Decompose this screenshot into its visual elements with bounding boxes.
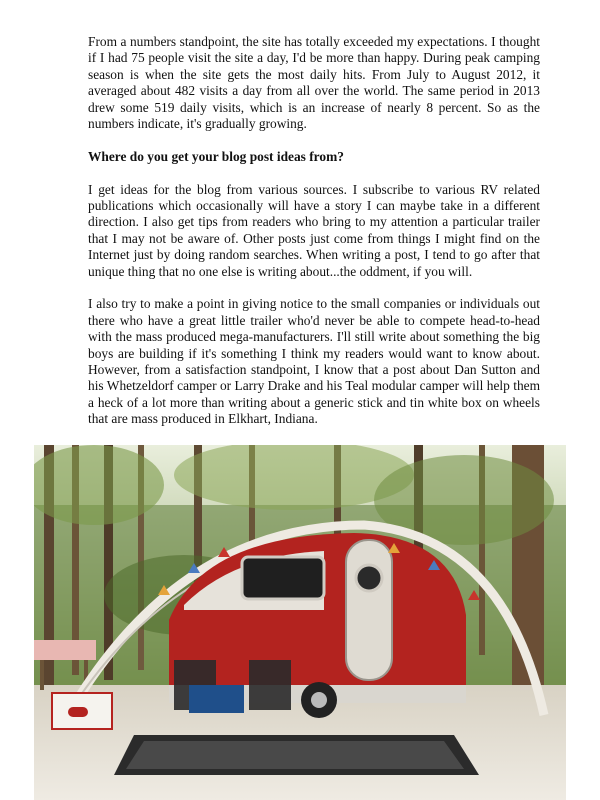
question-heading: Where do you get your blog post ideas from?	[88, 148, 344, 164]
article-body	[88, 34, 540, 476]
cooler	[189, 685, 244, 713]
teardrop-trailer-photo	[34, 445, 566, 800]
paragraph-small-companies: I also try to make a point in giving notice to the small companies or individuals out there who have a great little trailer who'd never be able to compete head-to-head with the mass produced mega-manufacturers. I'll still write about something the big boys are building if it's something I think my readers would want to know about. However, from a satisfaction standpoint, I know that a post about Dan Sutton and his Whetzeldorf camper or Larry Drake and his Teal modular camper will help them a heck of a lot more than writing about a generic stick and tin white box on wheels that are mass produced in Elkhart, Indiana.	[88, 296, 540, 427]
paragraph-idea-sources: I get ideas for the blog from various sources. I subscribe to various RV related publications which occasionally will have a story I can maybe take in a different direction. I also get tips from readers who bring to my attention a particular trailer that I may not be aware of. Other posts just come from things I might find on the Internet just by doing random searches. When writing a post, I tend to go after that unique thing that no one else is writing about...the oddment, if you will.	[88, 181, 540, 279]
paragraph-visit-stats: From a numbers standpoint, the site has totally exceeded my expectations. I thought if I had 75 people visit the site a day, I'd be more than happy. During peak camping season is when the site gets the most daily hits. From July to August 2012, it averaged about 482 visits a day from all over the world. The same period in 2013 drew some 519 daily visits, which is an increase of nearly 8 percent. So as the numbers indicate, it's gradually growing.	[88, 34, 540, 132]
trailer-door	[346, 540, 392, 680]
trailer-window	[242, 557, 324, 599]
camp-chair-right	[249, 660, 291, 710]
